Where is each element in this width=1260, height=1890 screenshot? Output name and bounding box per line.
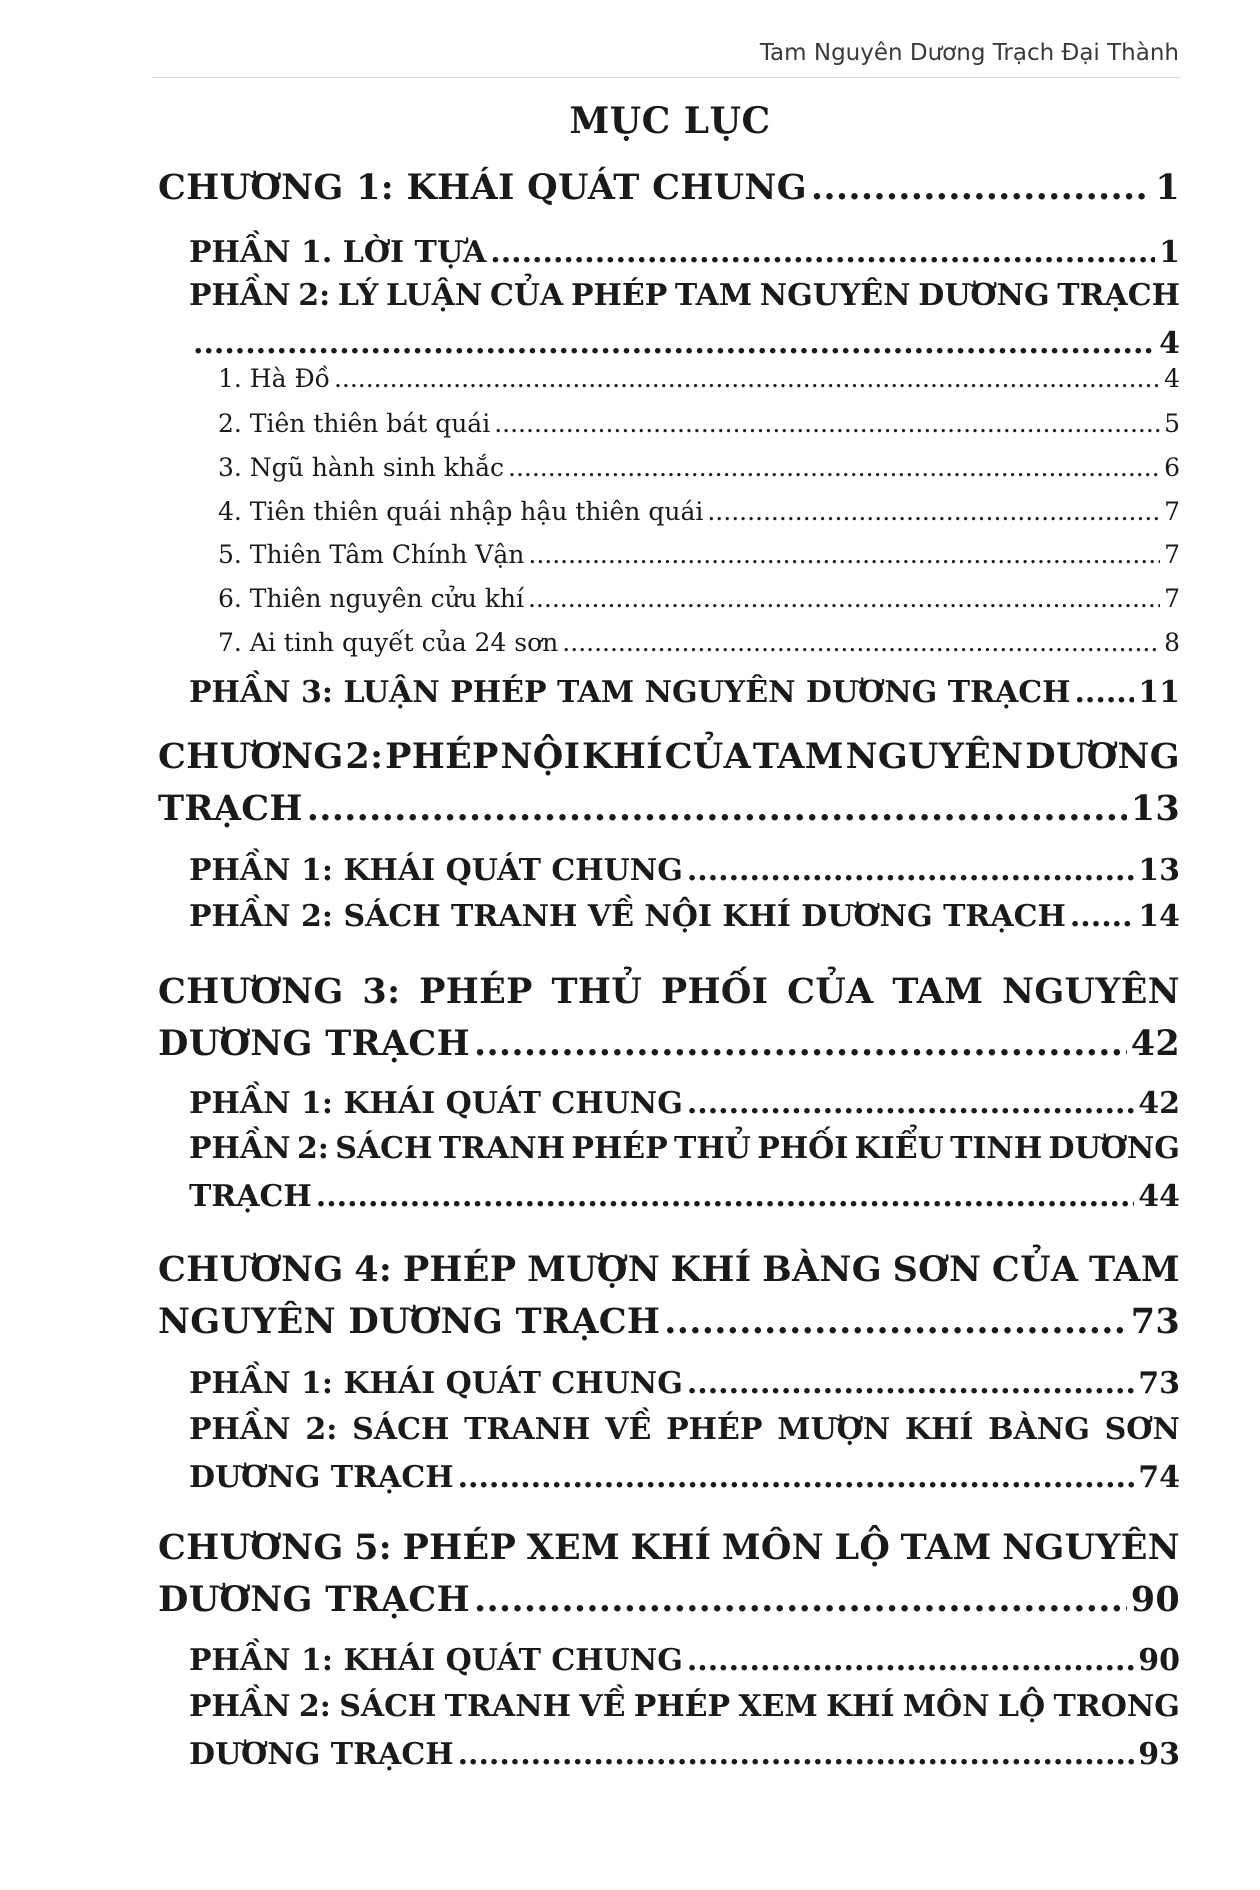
toc-entry-word: CHƯƠNG (158, 971, 344, 1012)
toc-entry-word: CHƯƠNG (158, 736, 344, 777)
page-number: 90 (1130, 1579, 1180, 1620)
toc-entry-word: THỦ (674, 1131, 751, 1166)
page-number: 73 (1138, 1366, 1180, 1401)
page-number: 4 (1164, 364, 1180, 393)
dot-leader (811, 162, 1151, 214)
toc-entry-title: DƯƠNG TRẠCH (189, 1737, 454, 1772)
toc-entry-part[interactable] (189, 272, 1180, 368)
header-rule (152, 77, 1180, 78)
toc-entry-title: NGUYÊN DƯƠNG TRẠCH (158, 1301, 661, 1342)
page-number: 44 (1138, 1179, 1180, 1214)
toc-entry-chapter[interactable] (158, 1522, 1180, 1626)
dot-leader (316, 1173, 1134, 1221)
toc-entry-title: PHẦN 1: KHÁI QUÁT CHUNG (189, 853, 683, 888)
toc-entry-sub[interactable] (218, 621, 1180, 665)
toc-entry-word: PHÉP (570, 278, 668, 313)
toc-entry-part[interactable] (189, 669, 1180, 717)
toc-entry-sub[interactable] (218, 577, 1180, 621)
toc-entry-title: PHẦN 2: SÁCH TRANH VỀ NỘI KHÍ DƯƠNG TRẠCH (189, 899, 1066, 934)
page-number: 73 (1130, 1301, 1180, 1342)
toc-entry-word: PHẦN (189, 1131, 291, 1166)
dot-leader (334, 357, 1160, 401)
toc-entry-title: 7. Ai tinh quyết của 24 sơn (218, 628, 559, 657)
toc-entry-word: SÁCH (335, 1131, 433, 1166)
page-number: 42 (1130, 1023, 1180, 1064)
dot-leader (528, 577, 1160, 621)
page-number: 11 (1138, 675, 1180, 710)
dot-leader (687, 1080, 1134, 1128)
dot-leader (664, 1296, 1126, 1348)
toc-entry-word: 2: (305, 1412, 338, 1447)
toc-entry-part[interactable] (189, 1080, 1180, 1128)
toc-entry-word: PHẦN (189, 1412, 291, 1447)
toc-entry-word: PHỐI (660, 971, 769, 1012)
toc-entry-word: PHẦN (189, 278, 291, 313)
toc-entry-word: XEM (738, 1689, 818, 1724)
toc-entry-sub[interactable] (218, 446, 1180, 490)
toc-entry-title: PHẦN 1. LỜI TỰA (189, 235, 487, 270)
page-number: 6 (1164, 453, 1180, 482)
toc-entry-word: PHÉP (571, 1131, 668, 1166)
toc-entry-title: DƯƠNG TRẠCH (158, 1023, 470, 1064)
toc-entry-part[interactable] (189, 1360, 1180, 1408)
toc-entry-word: CHƯƠNG (158, 1249, 344, 1290)
page-number: 13 (1130, 788, 1180, 829)
toc-entry-word: PHỐI (757, 1131, 849, 1166)
page-number: 1 (1159, 235, 1180, 270)
toc-entry-word: SƠN (892, 1249, 982, 1290)
toc-entry-word: TAM (674, 278, 753, 313)
page-number: 7 (1164, 540, 1180, 569)
toc-entry-word: PHÉP (385, 736, 499, 777)
dot-leader (494, 402, 1160, 446)
toc-entry-chapter[interactable] (158, 1244, 1180, 1348)
toc-entry-part[interactable] (189, 1406, 1180, 1502)
page-number: 8 (1164, 628, 1180, 657)
toc-entry-word: NGUYÊN (1002, 1527, 1180, 1568)
toc-entry-word: 2: (296, 1131, 329, 1166)
page-number: 14 (1138, 899, 1180, 934)
toc-entry-word: KHÍ (904, 1412, 974, 1447)
toc-entry-sub[interactable] (218, 402, 1180, 446)
toc-entry-title: DƯƠNG TRẠCH (189, 1460, 454, 1495)
toc-entry-word: CỦA (489, 278, 564, 313)
dot-leader (1070, 893, 1134, 941)
toc-entry-word: SƠN (1104, 1412, 1180, 1447)
toc-entry-sub[interactable] (218, 533, 1180, 577)
toc-entry-title: PHẦN 1: KHÁI QUÁT CHUNG (189, 1643, 683, 1678)
toc-entry-word: TRANH (438, 1131, 566, 1166)
toc-entry-word: TRONG (1053, 1689, 1180, 1724)
dot-leader (508, 446, 1160, 490)
dot-leader (1074, 669, 1134, 717)
toc-entry-word: TAM (1089, 1249, 1180, 1290)
toc-entry-word: MÔN (721, 1527, 824, 1568)
dot-leader (474, 1574, 1127, 1626)
toc-entry-title: 6. Thiên nguyên cửu khí (218, 584, 524, 613)
toc-entry-title: 3. Ngũ hành sinh khắc (218, 453, 505, 482)
toc-entry-part[interactable] (189, 1683, 1180, 1779)
toc-entry-word: MÔN (902, 1689, 990, 1724)
toc-entry-word: 2: (345, 736, 384, 777)
toc-entry-word: PHÉP (402, 1527, 517, 1568)
toc-entry-word: KHÍ (582, 736, 663, 777)
toc-entry-part[interactable] (189, 893, 1180, 941)
dot-leader (687, 1637, 1134, 1685)
toc-entry-word: XEM (526, 1527, 621, 1568)
toc-entry-word: SÁCH (352, 1412, 450, 1447)
toc-entry-title: 4. Tiên thiên quái nhập hậu thiên quái (218, 497, 704, 526)
toc-entry-title: 2. Tiên thiên bát quái (218, 409, 491, 438)
toc-entry-word: 2: (298, 1689, 331, 1724)
toc-entry-word: TINH (950, 1131, 1043, 1166)
toc-entry-word: KIỂU (854, 1131, 944, 1166)
page-number: 93 (1138, 1737, 1180, 1772)
toc-entry-word: 2: (298, 278, 331, 313)
toc-entry-title: TRẠCH (158, 788, 303, 829)
toc-entry-title: 5. Thiên Tâm Chính Vận (218, 540, 525, 569)
toc-entry-word: VỀ (605, 1412, 652, 1447)
page-number: 7 (1164, 497, 1180, 526)
dot-leader (490, 229, 1155, 277)
toc-entry-word: LÝ (337, 278, 379, 313)
toc-entry-word: CHƯƠNG (158, 1527, 344, 1568)
running-header: Tam Nguyên Dương Trạch Đại Thành (759, 40, 1179, 66)
page-number: 4 (1159, 326, 1180, 361)
toc-entry-word: NGUYÊN (759, 278, 911, 313)
toc-entry-chapter[interactable] (158, 731, 1180, 835)
toc-entry-word: TRẠCH (1057, 278, 1180, 313)
dot-leader (458, 1731, 1135, 1779)
dot-leader (707, 490, 1160, 534)
page-number: 90 (1138, 1643, 1180, 1678)
page-number: 7 (1164, 584, 1180, 613)
dot-leader (562, 621, 1160, 665)
toc-entry-word: NỘI (500, 736, 581, 777)
toc-entry-word: KHÍ (670, 1249, 752, 1290)
toc-entry-word: DƯƠNG (1025, 736, 1180, 777)
toc-entry-word: TRANH (444, 1689, 571, 1724)
toc-entry-word: PHÉP (666, 1412, 763, 1447)
toc-entry-word: THỦ (551, 971, 643, 1012)
toc-entry-word: CỦA (664, 736, 752, 777)
toc-entry-word: 4: (354, 1249, 393, 1290)
toc-entry-title: CHƯƠNG 1: KHÁI QUÁT CHUNG (158, 167, 807, 208)
toc-entry-word: NGUYÊN (1002, 971, 1180, 1012)
toc-entry-title: 1. Hà Đồ (218, 364, 330, 393)
toc-entry-word: BÀNG (988, 1412, 1090, 1447)
toc-entry-word: SÁCH (339, 1689, 437, 1724)
dot-leader (687, 1360, 1134, 1408)
toc-entry-word: KHÍ (630, 1527, 712, 1568)
toc-entry-word: TAM (900, 1527, 992, 1568)
toc-entry-word: PHÉP (419, 971, 533, 1012)
toc-entry-chapter[interactable] (158, 966, 1180, 1070)
dot-leader (474, 1018, 1127, 1070)
toc-entry-sub[interactable] (218, 357, 1180, 401)
toc-entry-word: MƯỢN (777, 1412, 891, 1447)
toc-entry-word: PHẦN (189, 1689, 291, 1724)
toc-entry-word: CỦA (787, 971, 874, 1012)
toc-entry-part[interactable] (189, 1125, 1180, 1221)
dot-leader (528, 533, 1160, 577)
toc-entry-word: TAM (892, 971, 984, 1012)
toc-entry-word: MƯỢN (527, 1249, 661, 1290)
toc-entry-word: LUẬN (386, 278, 483, 313)
dot-leader (458, 1454, 1135, 1502)
toc-entry-title: PHẦN 1: KHÁI QUÁT CHUNG (189, 1086, 683, 1121)
toc-entry-title: PHẦN 3: LUẬN PHÉP TAM NGUYÊN DƯƠNG TRẠCH (189, 675, 1071, 710)
toc-entry-word: CỦA (991, 1249, 1079, 1290)
toc-entry-word: DƯƠNG (918, 278, 1050, 313)
toc-entry-word: TRANH (464, 1412, 591, 1447)
toc-entry-title: TRẠCH (189, 1179, 312, 1214)
toc-entry-part[interactable] (189, 847, 1180, 895)
toc-entry-word: TAM (752, 736, 844, 777)
toc-entry-word: PHÉP (402, 1249, 517, 1290)
toc-entry-word: DƯƠNG (1048, 1131, 1180, 1166)
toc-entry-sub[interactable] (218, 490, 1180, 534)
toc-entry-word: 5: (354, 1527, 392, 1568)
page-number: 13 (1138, 853, 1180, 888)
toc-entry-word: LỘ (834, 1527, 891, 1568)
page-number: 74 (1138, 1460, 1180, 1495)
toc-entry-title: DƯƠNG TRẠCH (158, 1579, 470, 1620)
toc-entry-part[interactable] (189, 229, 1180, 277)
dot-leader (307, 783, 1127, 835)
toc-entry-word: LỘ (997, 1689, 1046, 1724)
toc-entry-chapter[interactable] (158, 162, 1180, 214)
toc-entry-word: KHÍ (826, 1689, 895, 1724)
toc-entry-part[interactable] (189, 1637, 1180, 1685)
toc-entry-word: VỀ (579, 1689, 626, 1724)
page-number: 1 (1155, 167, 1180, 208)
page-number: 5 (1164, 409, 1180, 438)
toc-entry-word: BÀNG (762, 1249, 882, 1290)
toc-title: MỤC LỤC (569, 100, 771, 142)
toc-entry-word: NGUYÊN (845, 736, 1024, 777)
dot-leader (687, 847, 1134, 895)
toc-entry-title: PHẦN 1: KHÁI QUÁT CHUNG (189, 1366, 683, 1401)
toc-entry-word: PHÉP (633, 1689, 731, 1724)
page-number: 42 (1138, 1086, 1180, 1121)
toc-entry-word: 3: (362, 971, 401, 1012)
